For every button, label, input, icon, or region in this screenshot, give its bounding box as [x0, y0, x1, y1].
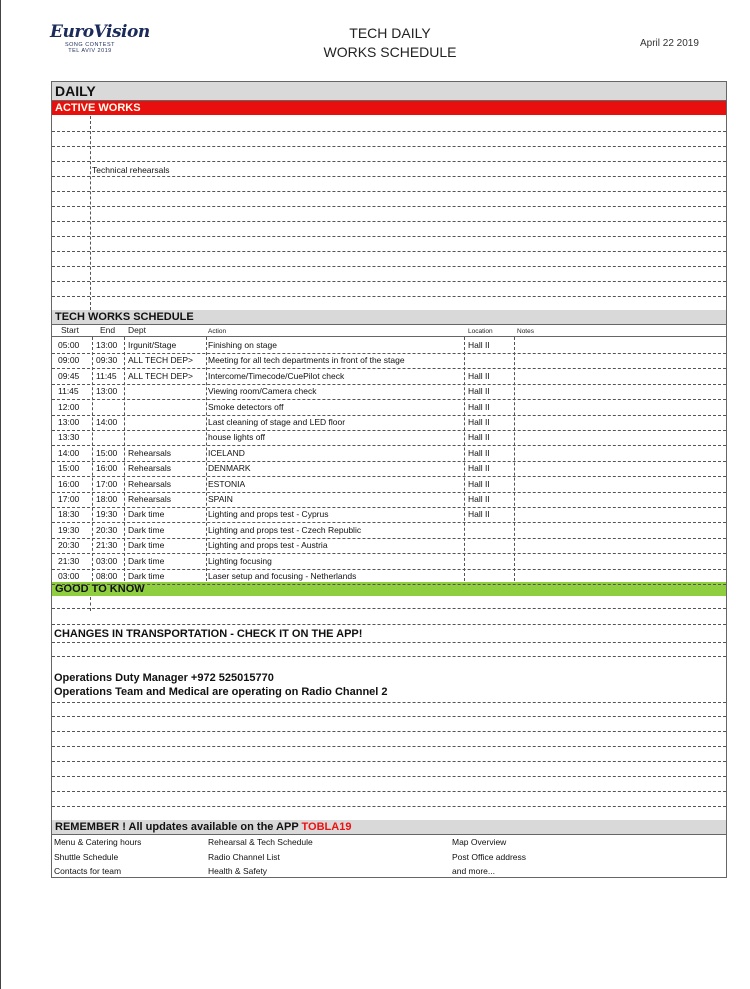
schedule-location: Hall II: [468, 463, 490, 474]
schedule-location: Hall II: [468, 509, 490, 520]
transport-notice: CHANGES IN TRANSPORTATION - CHECK IT ON THE APP!: [54, 628, 363, 640]
table-row-line: [52, 368, 726, 369]
col-notes: Notes: [517, 328, 534, 335]
schedule-dept: Dark time: [128, 509, 165, 520]
notes-line: [52, 716, 726, 717]
schedule-action: Smoke detectors off: [208, 401, 284, 412]
notes-line: [52, 806, 726, 807]
eurovision-logo: [50, 22, 150, 64]
schedule-action: ICELAND: [208, 447, 245, 458]
table-row-line: [52, 569, 726, 570]
schedule-start: 15:00: [58, 463, 80, 474]
schedule-location: Hall II: [468, 386, 490, 397]
schedule-location: Hall II: [468, 447, 490, 458]
schedule-dept: Rehearsals: [128, 478, 171, 489]
app-name: TOBLA19: [301, 821, 352, 833]
schedule-action: house lights off: [208, 432, 266, 443]
schedule-end: 19:30: [96, 509, 118, 520]
schedule-location: Hall II: [468, 340, 490, 350]
schedule-action: DENMARK: [208, 463, 251, 474]
schedule-dept: Rehearsals: [128, 447, 171, 458]
column-divider: [464, 337, 465, 581]
app-link[interactable]: Shuttle Schedule: [54, 851, 119, 862]
schedule-action: Last cleaning of stage and LED floor: [208, 417, 346, 427]
schedule-end: 08:00: [96, 571, 118, 581]
schedule-dept: ALL TECH DEP>: [128, 370, 193, 381]
active-works-line: [52, 176, 726, 177]
notes-line: [52, 731, 726, 732]
schedule-dept: Irgunit/Stage: [128, 340, 177, 350]
active-works-line: [52, 131, 726, 132]
schedule-start: 12:00: [58, 401, 80, 412]
logo-wordmark: EuroVision: [50, 22, 150, 42]
schedule-action: SPAIN: [208, 494, 233, 504]
table-row-line: [52, 445, 726, 446]
table-row-line: [52, 461, 726, 462]
app-link[interactable]: Menu & Catering hours: [54, 837, 142, 847]
title-line-2: WORKS SCHEDULE: [323, 44, 457, 60]
daily-header: DAILY: [52, 82, 726, 100]
schedule-start: 17:00: [58, 494, 80, 504]
schedule-start: 13:30: [58, 432, 80, 443]
schedule-action: Viewing room/Camera check: [208, 386, 317, 397]
schedule-start: 14:00: [58, 447, 80, 458]
schedule-dept: Dark time: [128, 555, 165, 566]
schedule-start: 09:45: [58, 370, 80, 381]
active-works-line: [52, 221, 726, 222]
notes-line: [52, 746, 726, 747]
active-works-line: [52, 296, 726, 297]
notes-line: [52, 624, 726, 625]
active-works-divider: [90, 116, 91, 310]
app-link[interactable]: Contacts for team: [54, 866, 122, 876]
schedule-dept: Dark time: [128, 524, 165, 535]
table-row-line: [52, 584, 726, 585]
schedule-action: Lighting focusing: [208, 555, 272, 566]
schedule-end: 15:00: [96, 447, 118, 458]
schedule-action: Finishing on stage: [208, 340, 277, 350]
table-row-line: [52, 430, 726, 431]
schedule-start: 03:00: [58, 571, 80, 581]
good-to-know-header: GOOD TO KNOW: [52, 582, 726, 596]
col-location: Location: [468, 328, 493, 335]
table-row-line: [52, 384, 726, 385]
schedule-start: 19:30: [58, 524, 80, 535]
table-row-line: [52, 399, 726, 400]
table-row-line: [52, 415, 726, 416]
table-row-line: [52, 492, 726, 493]
schedule-location: Hall II: [468, 370, 490, 381]
schedule-end: 18:00: [96, 494, 118, 504]
schedule-dept: ALL TECH DEP>: [128, 355, 193, 366]
rule: [52, 324, 726, 325]
tech-works-header: TECH WORKS SCHEDULE: [52, 310, 726, 324]
rule: [52, 100, 726, 101]
schedule-date: April 22 2019: [640, 38, 699, 49]
duty-manager-notice: Operations Duty Manager +972 525015770: [54, 672, 274, 684]
notes-line: [52, 656, 726, 657]
column-divider: [124, 337, 125, 581]
schedule-start: 16:00: [58, 478, 80, 489]
active-works-line: [52, 281, 726, 282]
table-row-line: [52, 538, 726, 539]
schedule-action: Lighting and props test - Czech Republic: [208, 524, 362, 535]
schedule-end: 13:00: [96, 386, 118, 397]
logo-city: TEL AVIV 2019: [68, 48, 112, 54]
app-link[interactable]: and more...: [452, 866, 495, 876]
active-work-item: Technical rehearsals: [92, 165, 170, 175]
active-works-line: [52, 146, 726, 147]
schedule-location: Hall II: [468, 494, 490, 504]
schedule-start: 13:00: [58, 417, 80, 427]
col-start: Start: [61, 325, 79, 335]
schedule-action: Lighting and props test - Austria: [208, 540, 328, 551]
schedule-end: 16:00: [96, 463, 118, 474]
schedule-end: 21:30: [96, 540, 118, 551]
notes-divider: [90, 597, 91, 611]
app-link[interactable]: Map Overview: [452, 837, 507, 847]
col-action: Action: [208, 328, 227, 335]
notes-line: [52, 791, 726, 792]
schedule-location: Hall II: [468, 417, 490, 427]
remember-label: REMEMBER ! All updates available on the APP: [55, 821, 302, 833]
table-row-line: [52, 353, 726, 354]
logo-subtitle: SONG CONTEST: [64, 42, 115, 48]
table-row-line: [52, 553, 726, 554]
schedule-location: Hall II: [468, 401, 490, 412]
schedule-action: Intercome/Timecode/CuePilot check: [208, 370, 345, 381]
notes-line: [52, 702, 726, 703]
active-works-line: [52, 206, 726, 207]
notes-line: [52, 642, 726, 643]
rule: [52, 834, 726, 835]
active-works-line: [52, 236, 726, 237]
schedule-action: Laser setup and focusing - Netherlands: [208, 571, 357, 581]
page-edge: [0, 0, 1, 989]
schedule-dept: Rehearsals: [128, 463, 171, 474]
active-works-line: [52, 161, 726, 162]
rule: [52, 336, 726, 337]
schedule-action: Meeting for all tech departments in front of the stage: [208, 355, 405, 366]
schedule-end: 03:00: [96, 555, 118, 566]
schedule-location: Hall II: [468, 432, 490, 443]
active-works-line: [52, 266, 726, 267]
table-row-line: [52, 476, 726, 477]
active-works-header: ACTIVE WORKS: [52, 101, 726, 115]
schedule-start: 18:30: [58, 509, 80, 520]
schedule-dept: Dark time: [128, 571, 165, 581]
col-dept: Dept: [128, 325, 146, 335]
schedule-start: 11:45: [58, 386, 79, 397]
notes-line: [52, 608, 726, 609]
app-link[interactable]: Rehearsal & Tech Schedule: [208, 837, 313, 847]
active-works-line: [52, 191, 726, 192]
schedule-end: 17:00: [96, 478, 118, 489]
schedule-end: 11:45: [96, 370, 117, 381]
schedule-end: 20:30: [96, 524, 118, 535]
table-row-line: [52, 522, 726, 523]
schedule-end: 14:00: [96, 417, 118, 427]
remember-header: [52, 820, 726, 834]
app-link[interactable]: Health & Safety: [208, 866, 268, 876]
schedule-sheet: [51, 81, 727, 878]
app-link[interactable]: Radio Channel List: [208, 851, 280, 862]
schedule-action: Lighting and props test - Cyprus: [208, 509, 329, 520]
schedule-dept: Rehearsals: [128, 494, 171, 504]
schedule-end: 09:30: [96, 355, 118, 366]
radio-channel-notice: Operations Team and Medical are operating on Radio Channel 2: [54, 686, 388, 698]
schedule-dept: Dark time: [128, 540, 165, 551]
app-link[interactable]: Post Office address: [452, 851, 527, 862]
schedule-end: 13:00: [96, 340, 118, 350]
column-divider: [206, 337, 207, 581]
column-divider: [514, 337, 515, 581]
schedule-start: 20:30: [58, 540, 80, 551]
schedule-start: 05:00: [58, 340, 80, 350]
active-works-line: [52, 251, 726, 252]
notes-line: [52, 761, 726, 762]
notes-line: [52, 776, 726, 777]
schedule-action: ESTONIA: [208, 478, 246, 489]
schedule-start: 09:00: [58, 355, 80, 366]
schedule-location: Hall II: [468, 478, 490, 489]
schedule-start: 21:30: [58, 555, 80, 566]
table-row-line: [52, 507, 726, 508]
column-divider: [92, 337, 93, 581]
title-line-1: TECH DAILY: [349, 25, 431, 41]
col-end: End: [100, 325, 116, 335]
